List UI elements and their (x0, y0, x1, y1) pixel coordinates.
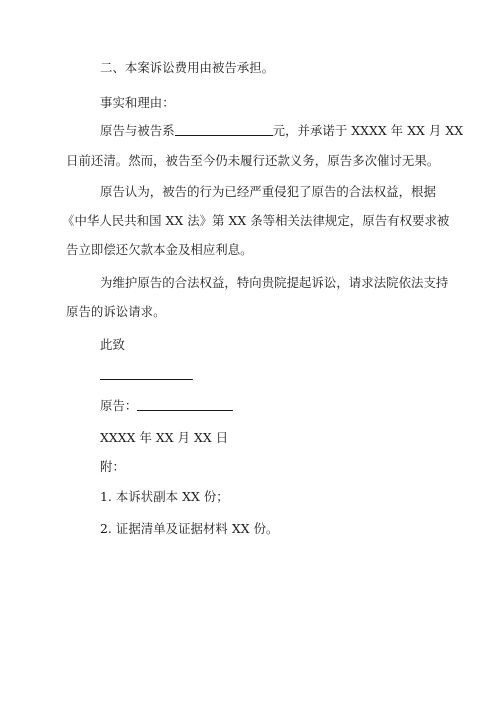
facts-heading: 事实和理由： (100, 95, 175, 110)
paragraph-1-text-a: 原告与被告系 (100, 123, 175, 138)
attachments-label: 附： (100, 459, 125, 474)
plaintiff-label: 原告： (100, 398, 138, 413)
attachment-item-1: 1. 本诉状副本 XX 份； (100, 489, 229, 504)
paragraph-1-text-b: 元，并承诺于 XXXX 年 XX 月 XX (272, 123, 464, 138)
paragraph-1-line-2: 日前还清。然而，被告至今仍未履行还款义务，原告多次催讨无果。 (66, 153, 440, 168)
plaintiff-blank-line (137, 400, 233, 411)
paragraph-2-line-1: 原告认为，被告的行为已经严重侵犯了原告的合法权益，根据 (100, 184, 436, 199)
closing-salutation: 此致 (100, 337, 125, 352)
court-blank-line (100, 369, 193, 380)
court-name-blank (100, 369, 193, 381)
plaintiff-signature-line (100, 400, 233, 412)
paragraph-3-line-1: 为维护原告的合法权益，特向贵院提起诉讼，请求法院依法支持 (100, 275, 449, 290)
paragraph-1-line-1 (100, 125, 463, 137)
claim-item-2: 二、本案诉讼费用由被告承担。 (100, 60, 275, 75)
paragraph-3-line-2: 原告的诉讼请求。 (66, 304, 166, 319)
paragraph-2-line-2: 《中华人民共和国 XX 法》第 XX 条等相关法律规定，原告有权要求被 (62, 213, 450, 228)
attachment-item-2: 2. 证据清单及证据材料 XX 份。 (100, 521, 279, 536)
filing-date: XXXX 年 XX 月 XX 日 (100, 430, 229, 445)
paragraph-2-line-3: 告立即偿还欠款本金及相应利息。 (66, 242, 253, 257)
amount-blank-line (175, 125, 273, 136)
